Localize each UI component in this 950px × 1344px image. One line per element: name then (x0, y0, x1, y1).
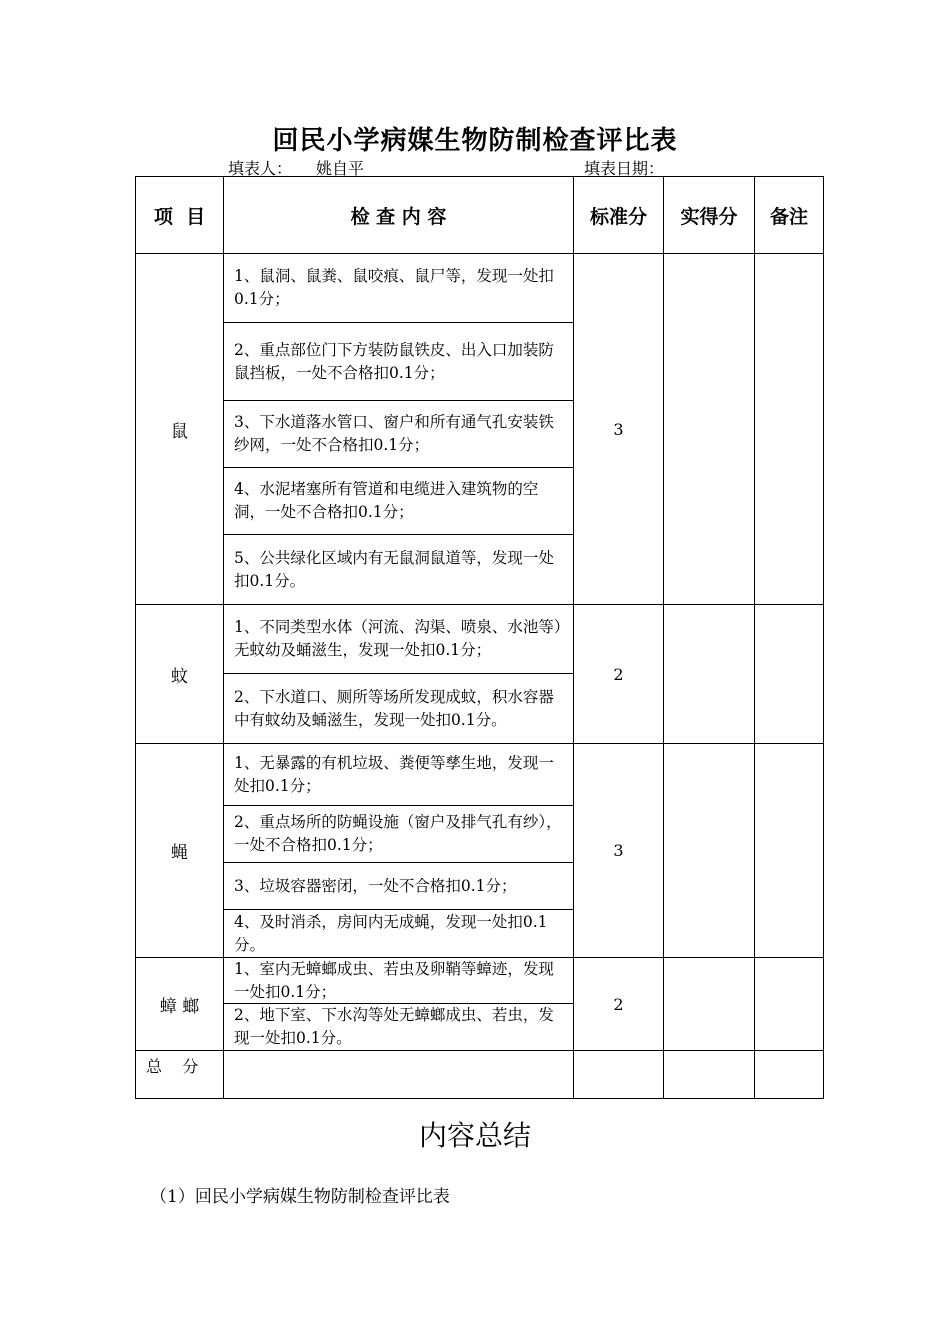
total-remark (755, 1051, 824, 1099)
actual-score-cockroach (664, 958, 755, 1051)
filler-label: 填表人： (228, 159, 293, 178)
total-standard (574, 1051, 664, 1099)
check-item: 3、下水道落水管口、窗户和所有通气孔安装铁纱网，一处不合格扣0.1分； (224, 401, 573, 468)
total-label: 总 分 (136, 1051, 224, 1099)
remark-fly (755, 744, 824, 958)
check-item: 2、下水道口、厕所等场所发现成蚊，积水容器中有蚊幼及蛹滋生，发现一处扣0.1分。 (234, 687, 554, 729)
filler-name: 姚自平 (316, 159, 365, 178)
check-item: 1、无暴露的有机垃圾、粪便等孳生地，发现一处扣0.1分； (224, 744, 573, 806)
header-item: 项 目 (136, 177, 224, 254)
remark-rat (755, 254, 824, 605)
actual-score-fly (664, 744, 755, 958)
check-item: 2、重点场所的防蝇设施（窗户及排气孔有纱），一处不合格扣0.1分； (224, 806, 573, 863)
content-rat (224, 254, 574, 605)
header-content: 检 查 内 容 (224, 177, 574, 254)
header-standard: 标准分 (574, 177, 664, 254)
table-row-cockroach (136, 958, 824, 1051)
check-item: 4、及时消杀，房间内无成蝇，发现一处扣0.1分。 (234, 912, 548, 954)
check-item: 2、重点部位门下方装防鼠铁皮、出入口加装防鼠挡板，一处不合格扣0.1分； (224, 323, 573, 401)
header-actual: 实得分 (664, 177, 755, 254)
table-row-mosquito (136, 605, 824, 744)
summary-item: （1）回民小学病媒生物防制检查评比表 (150, 1187, 450, 1207)
check-item: 3、垃圾容器密闭，一处不合格扣0.1分； (224, 863, 573, 910)
content-cockroach (224, 958, 574, 1051)
check-item: 1、室内无蟑螂成虫、若虫及卵鞘等蟑迹，发现一处扣0.1分； (224, 958, 573, 1004)
content-fly (224, 744, 574, 958)
content-mosquito (224, 605, 574, 744)
category-cockroach: 蟑 螂 (136, 958, 224, 1051)
check-item: 1、不同类型水体（河流、沟渠、喷泉、水池等）无蚊幼及蛹滋生，发现一处扣0.1分； (224, 605, 573, 674)
inspection-table (135, 176, 824, 1099)
standard-score-mosquito: 2 (574, 605, 664, 744)
total-actual (664, 1051, 755, 1099)
check-item: 1、鼠洞、鼠粪、鼠咬痕、鼠尸等，发现一处扣0.1分； (224, 254, 573, 323)
table-row-fly (136, 744, 824, 958)
header-remark: 备注 (755, 177, 824, 254)
check-item: 2、地下室、下水沟等处无蟑螂成虫、若虫，发现一处扣0.1分。 (234, 1006, 554, 1047)
actual-score-mosquito (664, 605, 755, 744)
check-item: 5、公共绿化区域内有无鼠洞鼠道等，发现一处扣0.1分。 (234, 548, 554, 590)
check-item: 4、水泥堵塞所有管道和电缆进入建筑物的空洞，一处不合格扣0.1分； (224, 468, 573, 535)
standard-score-rat: 3 (574, 254, 664, 605)
table-header-row (136, 177, 824, 254)
actual-score-rat (664, 254, 755, 605)
total-content (224, 1051, 574, 1099)
category-rat: 鼠 (136, 254, 224, 605)
remark-mosquito (755, 605, 824, 744)
category-fly: 蝇 (136, 744, 224, 958)
table-row-rat (136, 254, 824, 605)
standard-score-cockroach: 2 (574, 958, 664, 1051)
document-title: 回民小学病媒生物防制检查评比表 (272, 126, 678, 156)
table-row-total (136, 1051, 824, 1099)
remark-cockroach (755, 958, 824, 1051)
category-mosquito: 蚊 (136, 605, 224, 744)
standard-score-fly: 3 (574, 744, 664, 958)
fill-date-label: 填表日期： (584, 159, 665, 178)
summary-heading: 内容总结 (418, 1119, 531, 1152)
